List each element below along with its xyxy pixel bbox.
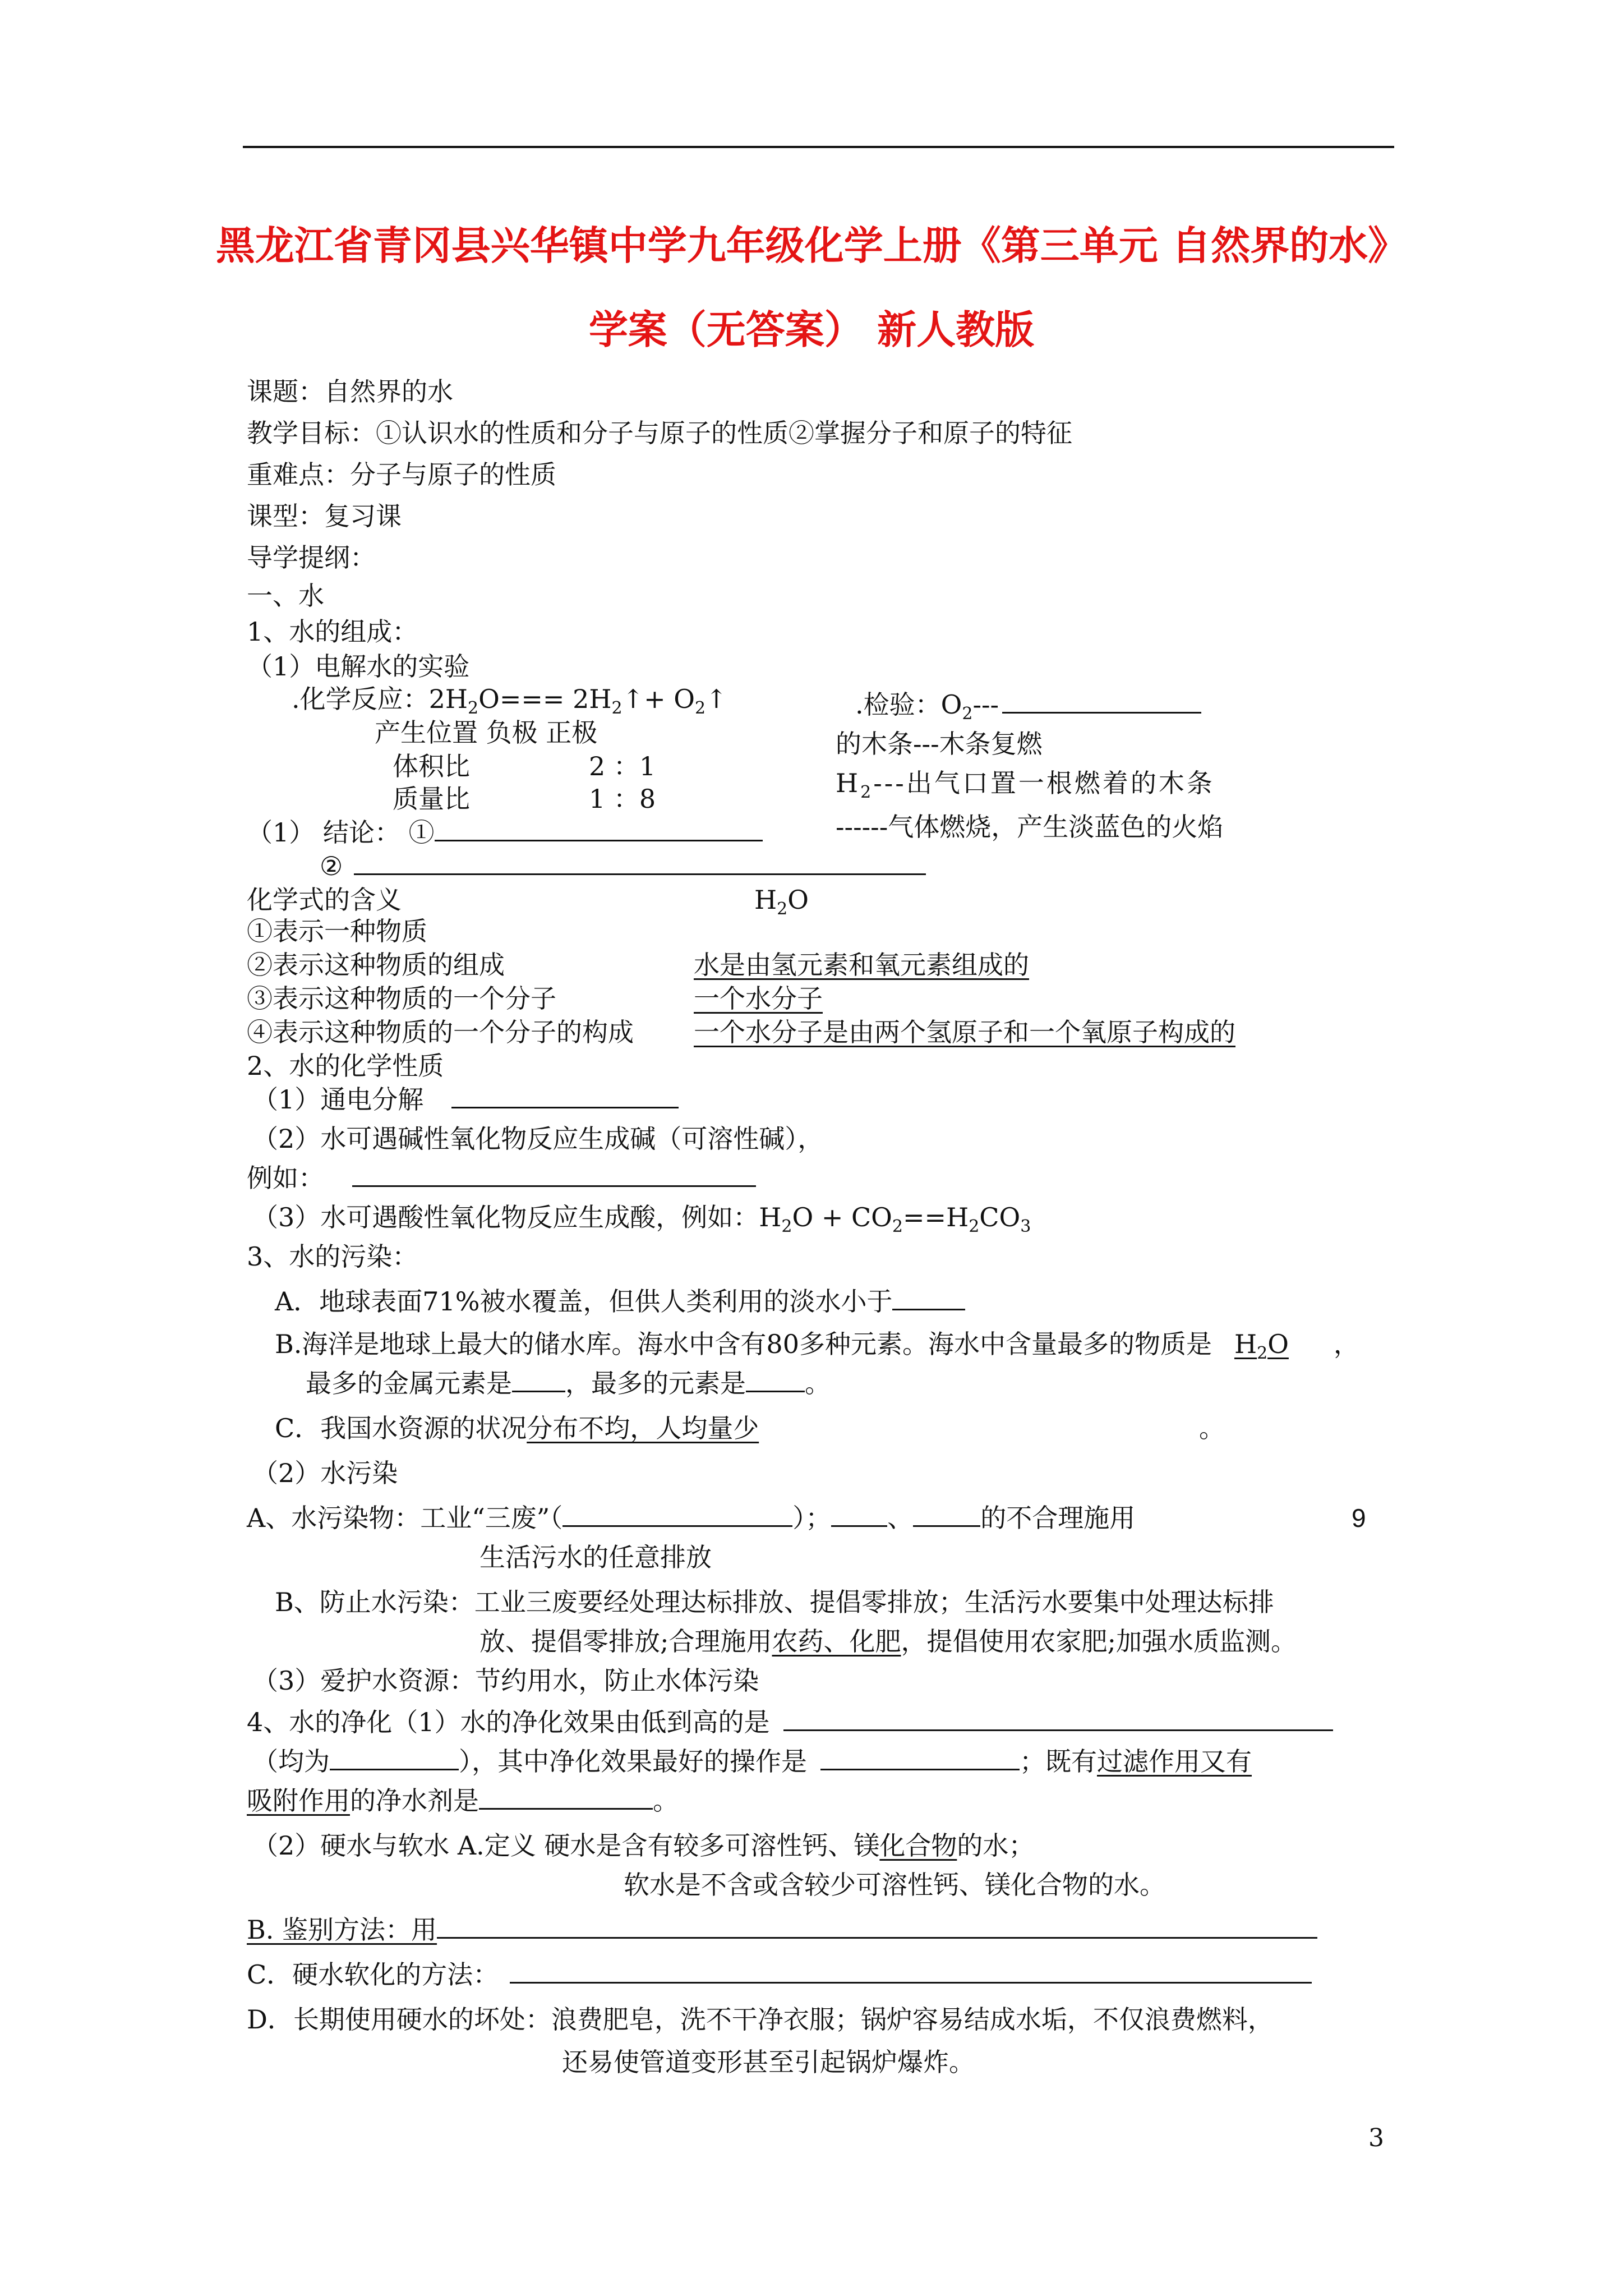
adsorbent-blank[interactable] <box>479 1786 653 1810</box>
mass-ratio-label: 质量比 <box>393 784 470 814</box>
formula-h2o: $H_2O$ <box>754 885 809 919</box>
hard-water-harm-line1: D．长期使用硬水的坏处：浪费肥皂，洗不干净衣服；锅炉容易结成水垢，不仅浪费燃料， <box>247 2004 1274 2035</box>
water-resource-line: C．我国水资源的状况分布不均，人均量少 <box>275 1413 759 1443</box>
acid-oxide-property: （3）水可遇酸性氧化物反应生成酸，例如：$H_2O + CO_2==H_2CO_3$ <box>252 1202 1031 1236</box>
formula-meaning-title: 化学式的含义 <box>247 885 402 915</box>
purification-line3: 吸附作用的净水剂是 。 <box>247 1786 679 1816</box>
freshwater-line: A．地球表面71%被水覆盖，但供人类利用的淡水小于 <box>275 1285 965 1318</box>
purification-order-blank[interactable] <box>783 1707 1333 1731</box>
chemical-properties-heading: 2、水的化学性质 <box>247 1051 444 1081</box>
purification-line2: （均为 ），其中净化效果最好的操作是 ；既有过滤作用又有 <box>252 1746 1252 1777</box>
method-type-blank[interactable] <box>330 1746 459 1770</box>
section-water-heading: 一、水 <box>247 581 324 611</box>
mass-ratio-value: 1 ：8 <box>589 784 656 814</box>
key-points-line: 重难点：分子与原子的性质 <box>247 459 556 490</box>
softening-method-line: C．硬水软化的方法： <box>247 1958 1312 1991</box>
three-wastes-blank[interactable] <box>562 1503 792 1527</box>
conclusion-line2: ② <box>320 849 926 883</box>
metal-element-blank[interactable] <box>512 1368 565 1392</box>
conclusion-blank-2[interactable] <box>354 851 926 875</box>
best-method-blank[interactable] <box>820 1746 1020 1770</box>
hard-water-harm-line2: 还易使管道变形甚至引起锅炉爆炸。 <box>562 2047 975 2077</box>
volume-ratio-value: 2 ：1 <box>589 751 656 781</box>
electrolysis-property: （1）通电分解 <box>252 1083 679 1116</box>
hard-water-definition: （2）硬水与软水 A.定义 硬水是含有较多可溶性钙、镁化合物的水； <box>252 1830 1035 1861</box>
prevention-line2: 放、提倡零排放;合理施用农药、化肥，提倡使用农家肥;加强水质监测。 <box>479 1626 1297 1657</box>
basic-oxide-example: 例如： <box>247 1161 756 1195</box>
topic-line: 课题：自然界的水 <box>247 376 453 407</box>
ocean-elements-line: 最多的金属元素是 ，最多的元素是 。 <box>306 1368 831 1398</box>
reaction-equation: .化学反应：$2H_2O===$ $2H_2↑+$ $O_2↑$ <box>292 684 727 718</box>
page-number: 3 <box>1368 2124 1384 2152</box>
document-title-line1: 黑龙江省青冈县兴华镇中学九年级化学上册《第三单元 自然界的水》 <box>215 223 1408 269</box>
basic-oxide-property: （2）水可遇碱性氧化物反应生成碱（可溶性碱）， <box>252 1124 824 1154</box>
objectives-line: 教学目标：①认识水的性质和分子与原子的性质②掌握分子和原子的特征 <box>247 418 1072 448</box>
ocean-line: B.海洋是地球上最大的储水库。海水中含有80多种元素。海水中含量最多的物质是 $H_2O$ ， <box>275 1329 1359 1363</box>
water-pollution-heading: （2）水污染 <box>252 1458 398 1488</box>
basic-oxide-example-blank[interactable] <box>352 1163 756 1187</box>
oxygen-result: 的木条---木条复燃 <box>836 729 1043 759</box>
meaning-2: ②表示这种物质的组成 <box>247 950 505 980</box>
pollutants-line: A、水污染物：工业“三废”（ ）； 、 的不合理施用 <box>247 1503 1136 1533</box>
element-blank[interactable] <box>746 1368 805 1392</box>
meaning-4-answer: 一个水分子是由两个氢原子和一个氧原子构成的 <box>694 1017 1235 1047</box>
meaning-3-answer: 一个水分子 <box>694 983 823 1014</box>
hydrogen-test: $H_2---$出气口置一根燃着的木条 <box>836 768 1215 802</box>
sewage-line: 生活污水的任意排放 <box>479 1542 712 1572</box>
table-header: 产生位置 负极 正极 <box>375 717 598 748</box>
identify-method-blank[interactable] <box>437 1915 1317 1939</box>
softening-method-blank[interactable] <box>510 1959 1312 1984</box>
header-rule <box>243 146 1394 148</box>
volume-ratio-label: 体积比 <box>393 751 470 781</box>
meaning-2-answer: 水是由氢元素和氧元素组成的 <box>694 950 1029 980</box>
soft-water-definition: 软水是不含或含较少可溶性钙、镁化合物的水。 <box>624 1870 1165 1900</box>
water-composition-heading: 1、水的组成： <box>247 616 418 647</box>
oxygen-test: .检验：$O_2---$ <box>855 688 1201 725</box>
pesticide-blank[interactable] <box>831 1503 887 1527</box>
prevention-line1: B、防止水污染：工业三废要经处理达标排放、提倡零排放；生活污水要集中处理达标排 <box>275 1587 1274 1617</box>
protect-water-line: （3）爱护水资源：节约用水，防止水体污染 <box>252 1665 759 1696</box>
identify-method-line: B. 鉴别方法：用 <box>247 1913 1317 1947</box>
meaning-3: ③表示这种物质的一个分子 <box>247 983 556 1014</box>
lesson-type-line: 课型：复习课 <box>247 501 402 531</box>
conclusion-blank-1[interactable] <box>435 817 763 841</box>
meaning-1: ①表示一种物质 <box>247 916 427 946</box>
electrolysis-heading: （1）电解水的实验 <box>247 651 470 682</box>
document-title-line2: 学案（无答案） 新人教版 <box>588 307 1035 353</box>
pollution-heading: 3、水的污染： <box>247 1241 418 1272</box>
meaning-4: ④表示这种物质的一个分子的构成 <box>247 1017 634 1047</box>
outline-heading: 导学提纲： <box>247 542 376 573</box>
fertilizer-blank[interactable] <box>913 1503 980 1527</box>
oxygen-test-blank[interactable] <box>1002 689 1201 714</box>
freshwater-blank[interactable] <box>892 1286 965 1310</box>
hydrogen-result: ------气体燃烧，产生淡蓝色的火焰 <box>836 812 1224 842</box>
electrolysis-blank[interactable] <box>451 1084 679 1108</box>
purification-line1: 4、水的净化（1）水的净化效果由低到高的是 <box>247 1705 1333 1739</box>
margin-number: 9 <box>1352 1503 1366 1533</box>
water-resource-period: 。 <box>1199 1413 1225 1443</box>
conclusion-line1: （1） 结论： ① <box>247 816 763 849</box>
